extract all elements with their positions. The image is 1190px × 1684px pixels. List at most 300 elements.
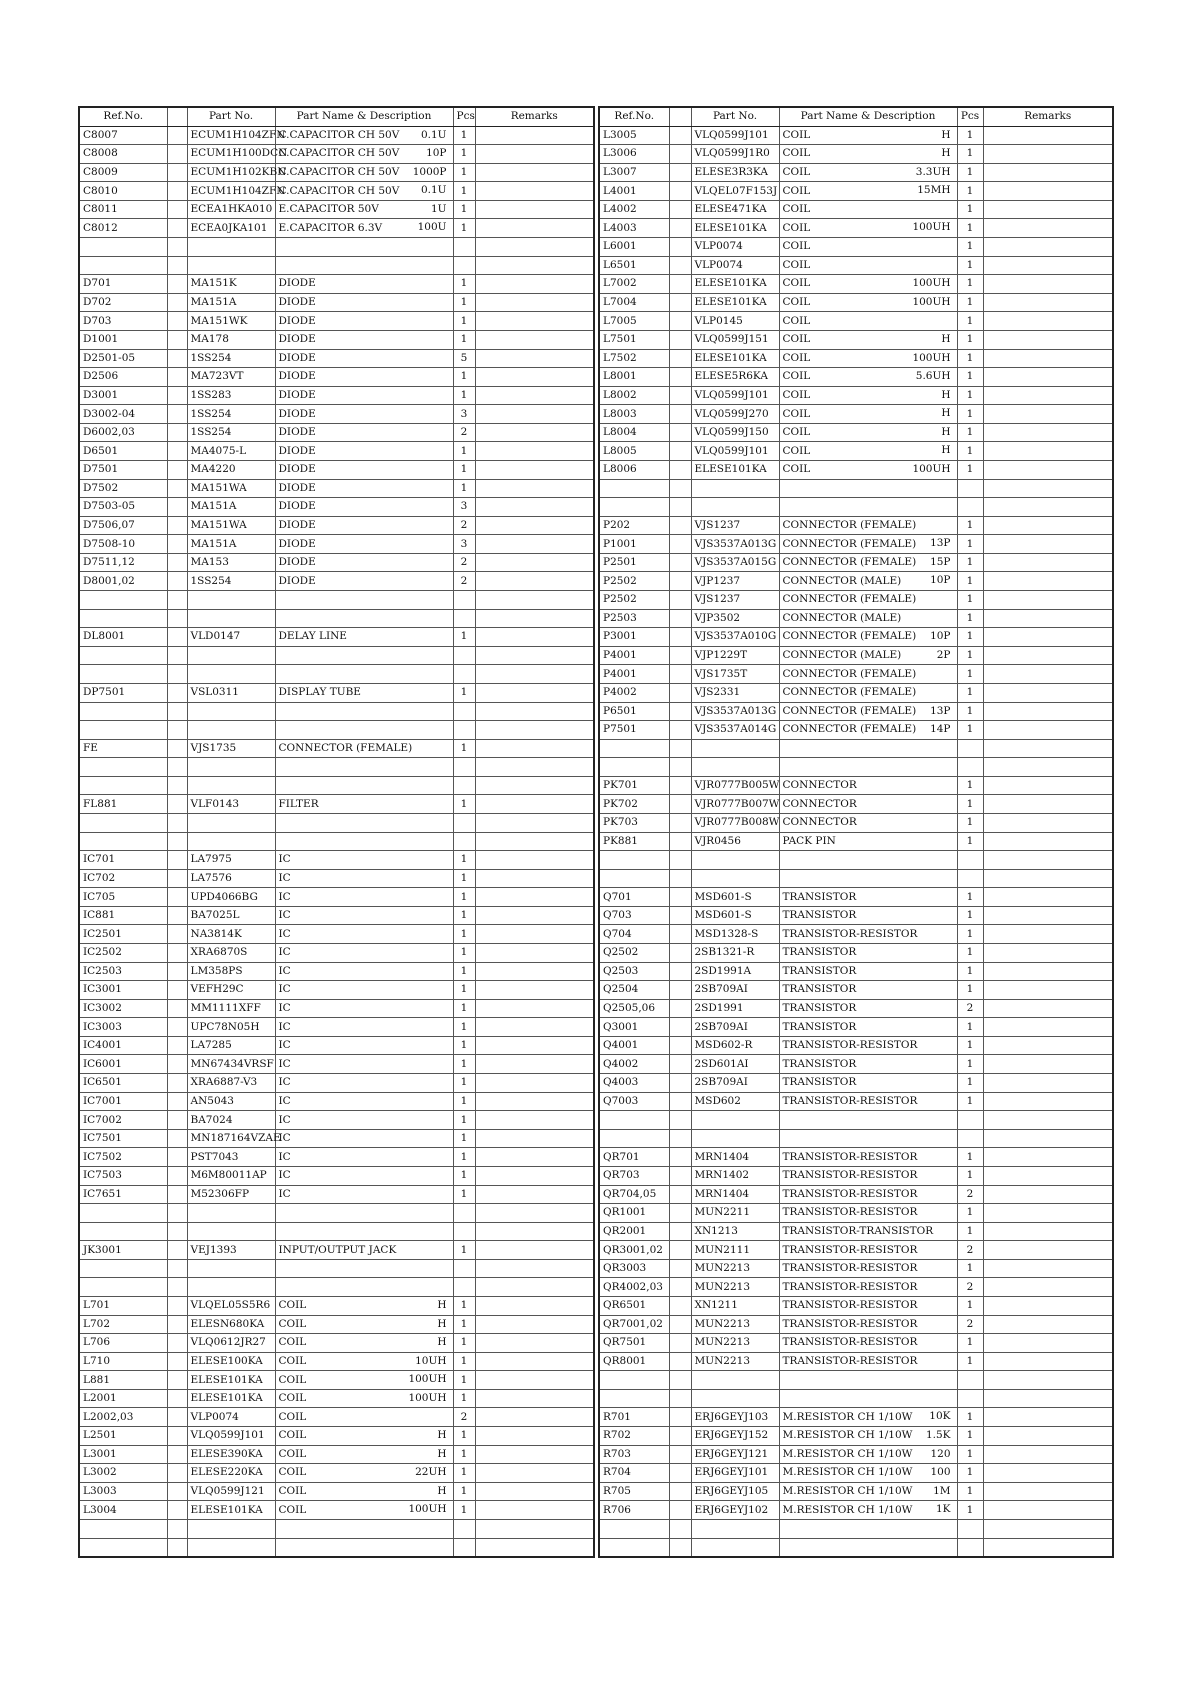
description-cell [275,591,453,610]
blank-cell [669,1445,691,1464]
pcs-cell: 1 [957,405,983,424]
description-text: CONNECTOR (FEMALE) [782,593,917,606]
pcs-cell: 1 [957,516,983,535]
blank-cell [167,1018,187,1037]
part-no-cell: VLD0147 [187,628,275,647]
blank-cell [669,1538,691,1557]
blank-cell [669,925,691,944]
table-row [79,479,594,498]
remarks-cell [475,572,594,591]
part-no-cell: VLQ0599J151 [691,330,779,349]
pcs-cell: 1 [957,275,983,294]
description-text: COIL [782,277,811,290]
value-text: H [437,1317,447,1330]
description-text: E.CAPACITOR 50V [278,203,379,216]
ref-no-cell: QR703 [599,1166,669,1185]
description-cell [275,1166,453,1185]
part-no-cell: MA4075-L [187,442,275,461]
blank-cell [669,312,691,331]
part-no-cell: MA151A [187,293,275,312]
description-text: COIL [278,1447,307,1460]
pcs-cell: 1 [453,275,475,294]
table-row [599,739,1113,758]
remarks-cell [983,795,1113,814]
value-text: 100UH [408,1503,447,1516]
description-text: TRANSISTOR [782,964,857,977]
blank-cell [669,219,691,238]
part-no-cell: 1SS283 [187,386,275,405]
blank-cell [669,349,691,368]
ref-no-cell: FL881 [79,795,167,814]
table-row [79,1204,594,1223]
blank-cell [669,163,691,182]
description-cell [779,498,957,517]
pcs-cell: 1 [957,1148,983,1167]
ref-no-cell: QR8001 [599,1352,669,1371]
remarks-cell [983,460,1113,479]
description-text: CONNECTOR (FEMALE) [782,686,917,699]
table-row [599,1408,1113,1427]
remarks-cell [983,330,1113,349]
ref-no-cell: QR4002,03 [599,1278,669,1297]
table-row [79,776,594,795]
pcs-cell [453,832,475,851]
table-row [79,1297,594,1316]
pcs-cell [957,498,983,517]
pcs-cell: 1 [453,1464,475,1483]
description-text: IC [278,927,291,940]
blank-cell [167,813,187,832]
part-no-cell [187,646,275,665]
remarks-cell [983,572,1113,591]
blank-cell [167,1408,187,1427]
blank-cell [167,182,187,201]
ref-no-cell: P2502 [599,591,669,610]
part-no-cell: ECUM1H100DCN [187,145,275,164]
blank-cell [669,1315,691,1334]
remarks-cell [475,1148,594,1167]
pcs-cell [453,609,475,628]
description-cell [275,572,453,591]
part-no-cell: VLQ0599J270 [691,405,779,424]
description-cell [275,628,453,647]
remarks-cell [983,944,1113,963]
description-text: DIODE [278,556,316,569]
pcs-cell: 1 [453,1018,475,1037]
table-row [599,628,1113,647]
part-no-cell: M52306FP [187,1185,275,1204]
part-no-cell: LA7285 [187,1036,275,1055]
part-no-cell: VJS3537A015G [691,553,779,572]
ref-no-cell: Q4002 [599,1055,669,1074]
ref-no-cell: IC4001 [79,1036,167,1055]
pcs-cell: 1 [957,1334,983,1353]
table-row [599,795,1113,814]
pcs-cell [957,758,983,777]
remarks-cell [475,1185,594,1204]
ref-no-cell: IC7501 [79,1129,167,1148]
pcs-cell: 1 [453,182,475,201]
description-text: IC [278,1187,291,1200]
table-row [599,1018,1113,1037]
part-no-cell: LA7576 [187,869,275,888]
remarks-cell [983,758,1113,777]
remarks-cell [983,349,1113,368]
description-cell [779,572,957,591]
description-text: IC [278,983,291,996]
ref-no-cell: L4003 [599,219,669,238]
part-no-cell: ECUM1H102KBN [187,163,275,182]
remarks-cell [475,1036,594,1055]
remarks-cell [475,591,594,610]
description-cell [779,126,957,145]
blank-cell [669,275,691,294]
ref-no-cell: PK701 [599,776,669,795]
remarks-cell [475,721,594,740]
pcs-cell: 1 [453,795,475,814]
part-no-cell: ELESN680KA [187,1315,275,1334]
ref-no-cell: QR2001 [599,1222,669,1241]
description-cell [275,869,453,888]
part-no-cell: MUN2211 [691,1204,779,1223]
pcs-cell: 1 [453,1482,475,1501]
table-row [79,1408,594,1427]
table-row [599,776,1113,795]
blank-cell [669,1204,691,1223]
remarks-cell [983,1408,1113,1427]
pcs-cell [453,1259,475,1278]
ref-no-cell [79,1278,167,1297]
part-no-cell: UPC78N05H [187,1018,275,1037]
blank-cell [669,516,691,535]
description-cell [275,925,453,944]
pcs-cell [957,1129,983,1148]
remarks-cell [983,1297,1113,1316]
pcs-cell: 1 [957,1036,983,1055]
pcs-cell: 1 [453,442,475,461]
value-text: 100UH [408,1391,447,1404]
part-no-cell [691,1389,779,1408]
description-cell [779,368,957,387]
description-cell [275,163,453,182]
blank-cell [669,1408,691,1427]
table-row [79,182,594,201]
value-text: 1.5K [925,1429,951,1442]
remarks-cell [475,126,594,145]
part-no-cell: 1SS254 [187,572,275,591]
part-no-cell: LA7975 [187,851,275,870]
description-text: IC [278,871,291,884]
table-row [599,683,1113,702]
table-row [79,126,594,145]
part-no-cell [187,758,275,777]
blank-cell [167,516,187,535]
table-row [79,702,594,721]
part-no-cell: VLQEL05S5R6 [187,1297,275,1316]
remarks-cell [475,182,594,201]
table-row [79,1018,594,1037]
pcs-cell: 3 [453,498,475,517]
remarks-cell [983,851,1113,870]
ref-no-cell: PK703 [599,813,669,832]
blank-cell [167,200,187,219]
part-no-cell: MSD601-S [691,888,779,907]
ref-no-cell: L2002,03 [79,1408,167,1427]
pcs-cell: 1 [957,330,983,349]
description-cell [275,981,453,1000]
part-no-cell [691,869,779,888]
pcs-cell: 1 [453,1055,475,1074]
part-no-cell: VEFH29C [187,981,275,1000]
blank-cell [669,1055,691,1074]
description-cell [779,981,957,1000]
pcs-cell [453,591,475,610]
remarks-cell [983,999,1113,1018]
ref-no-cell: P4001 [599,665,669,684]
ref-no-cell: Q7003 [599,1092,669,1111]
description-cell [779,442,957,461]
blank-cell [167,628,187,647]
value-text: H [941,388,951,401]
ref-no-cell [599,1519,669,1538]
value-text: 22UH [415,1466,447,1479]
ref-no-cell: P2503 [599,609,669,628]
blank-cell [167,1278,187,1297]
description-cell [779,1352,957,1371]
blank-cell [167,572,187,591]
pcs-cell: 1 [957,1408,983,1427]
pcs-cell: 1 [957,683,983,702]
ref-no-cell: C8008 [79,145,167,164]
value-text: 10UH [415,1354,447,1367]
table-row [79,219,594,238]
description-cell [779,1259,957,1278]
blank-cell [669,405,691,424]
pcs-cell [957,1519,983,1538]
remarks-cell [983,163,1113,182]
ref-no-cell: D7508-10 [79,535,167,554]
description-text: CONNECTOR (MALE) [782,574,902,587]
part-no-cell: VLQ0599J150 [691,423,779,442]
part-no-cell: VJS2331 [691,683,779,702]
ref-no-cell: L6001 [599,238,669,257]
ref-no-cell: D7511,12 [79,553,167,572]
description-cell [779,1129,957,1148]
remarks-cell [475,1371,594,1390]
ref-no-cell [599,1389,669,1408]
table-row [599,702,1113,721]
blank-cell [167,423,187,442]
remarks-cell [983,609,1113,628]
ref-no-cell: L8003 [599,405,669,424]
description-cell [779,795,957,814]
blank-cell [669,888,691,907]
table-row [79,721,594,740]
blank-cell [167,1464,187,1483]
part-no-cell: VJS1735 [187,739,275,758]
blank-cell [167,609,187,628]
ref-no-cell: R701 [599,1408,669,1427]
value-text: H [941,332,951,345]
description-cell [779,665,957,684]
part-no-cell [187,1204,275,1223]
part-no-cell: VJR0777B007W [691,795,779,814]
description-text: M.RESISTOR CH 1/10W [782,1503,913,1516]
table-row [599,591,1113,610]
blank-cell [669,423,691,442]
ref-no-cell: IC6501 [79,1074,167,1093]
ref-no-cell [79,665,167,684]
part-no-cell: VJS1735T [691,665,779,684]
part-no-cell: VJP1237 [691,572,779,591]
pcs-cell: 2 [957,1315,983,1334]
blank-cell [669,145,691,164]
remarks-cell [983,386,1113,405]
description-text: CONNECTOR [782,779,857,792]
description-text: CONNECTOR (FEMALE) [782,519,917,531]
remarks-cell [983,535,1113,554]
description-text: C.CAPACITOR CH 50V [278,147,400,160]
part-no-cell: M6M80011AP [187,1166,275,1185]
part-no-cell: ELESE3R3KA [691,163,779,182]
pcs-cell: 1 [453,1148,475,1167]
blank-cell [167,981,187,1000]
table-row [79,256,594,275]
value-text: 10P [426,147,447,160]
value-text: 1U [430,202,447,215]
description-text: IC [278,1057,291,1070]
part-no-cell: VJP3502 [691,609,779,628]
ref-no-cell: C8011 [79,200,167,219]
part-no-cell: ELESE101KA [691,293,779,312]
pcs-cell: 1 [453,126,475,145]
table-header-row [79,107,594,126]
description-text: INPUT/OUTPUT JACK [278,1243,397,1256]
part-no-cell [691,1111,779,1130]
remarks-cell [475,944,594,963]
description-cell [275,516,453,535]
part-no-cell: MA151WA [187,516,275,535]
description-cell [275,776,453,795]
value-text: 15MH [917,184,951,197]
description-cell [779,219,957,238]
pcs-cell: 1 [957,888,983,907]
part-no-cell [691,1129,779,1148]
description-text: COIL [278,1429,307,1442]
pcs-cell: 1 [957,386,983,405]
pcs-cell: 1 [957,460,983,479]
remarks-cell [475,219,594,238]
description-cell [275,312,453,331]
remarks-cell [475,832,594,851]
description-cell [275,1092,453,1111]
table-row [79,628,594,647]
remarks-cell [475,312,594,331]
remarks-cell [475,1334,594,1353]
part-no-cell: MRN1404 [691,1148,779,1167]
table-row [79,460,594,479]
pcs-cell: 1 [453,1166,475,1185]
table-row [599,888,1113,907]
remarks-cell [983,1166,1113,1185]
ref-no-cell: IC3002 [79,999,167,1018]
table-row [79,330,594,349]
blank-cell [669,553,691,572]
table-row [599,1519,1113,1538]
remarks-cell [475,368,594,387]
ref-no-cell: Q704 [599,925,669,944]
table-row [79,368,594,387]
part-no-cell: MUN2213 [691,1352,779,1371]
remarks-cell [475,516,594,535]
description-text: DIODE [278,370,316,383]
description-text: COIL [782,166,811,179]
description-text: DIODE [278,296,316,309]
table-row [79,1222,594,1241]
pcs-cell: 1 [453,1241,475,1260]
description-cell [275,999,453,1018]
description-cell [779,1148,957,1167]
description-text: COIL [782,221,811,234]
part-no-cell: NA3814K [187,925,275,944]
table-row [599,312,1113,331]
table-row [79,1241,594,1260]
value-text: 100UH [912,462,951,475]
blank-cell [167,1036,187,1055]
description-text: COIL [782,258,811,271]
description-cell [275,1074,453,1093]
ref-no-cell: P3001 [599,628,669,647]
description-cell [779,423,957,442]
remarks-cell [475,1129,594,1148]
description-text: IC [278,1113,291,1126]
remarks-cell [983,1241,1113,1260]
blank-cell [167,479,187,498]
part-no-cell: VLQ0612JR27 [187,1334,275,1353]
remarks-cell [475,479,594,498]
remarks-cell [983,1092,1113,1111]
remarks-cell [983,368,1113,387]
remarks-cell [983,646,1113,665]
pcs-cell: 1 [957,182,983,201]
table-row [599,423,1113,442]
value-text: 3.3UH [915,165,951,178]
blank-cell [669,1278,691,1297]
description-cell [779,238,957,257]
description-cell [275,1241,453,1260]
table-row [599,832,1113,851]
value-text: 10P [930,574,951,587]
description-text: IC [278,964,291,977]
blank-cell [167,460,187,479]
table-row [599,1222,1113,1241]
ref-no-cell: C8007 [79,126,167,145]
remarks-cell [475,739,594,758]
pcs-cell: 1 [957,1464,983,1483]
description-text: TRANSISTOR-RESISTOR [782,1336,918,1349]
part-no-cell: ECUM1H104ZFN [187,182,275,201]
table-row [599,1055,1113,1074]
pcs-cell [453,1278,475,1297]
part-no-cell: MSD602-R [691,1036,779,1055]
remarks-cell [983,1222,1113,1241]
remarks-cell [983,423,1113,442]
table-row [79,553,594,572]
table-row [79,1427,594,1446]
remarks-cell [983,721,1113,740]
pcs-cell: 3 [453,535,475,554]
pcs-cell: 1 [957,1259,983,1278]
